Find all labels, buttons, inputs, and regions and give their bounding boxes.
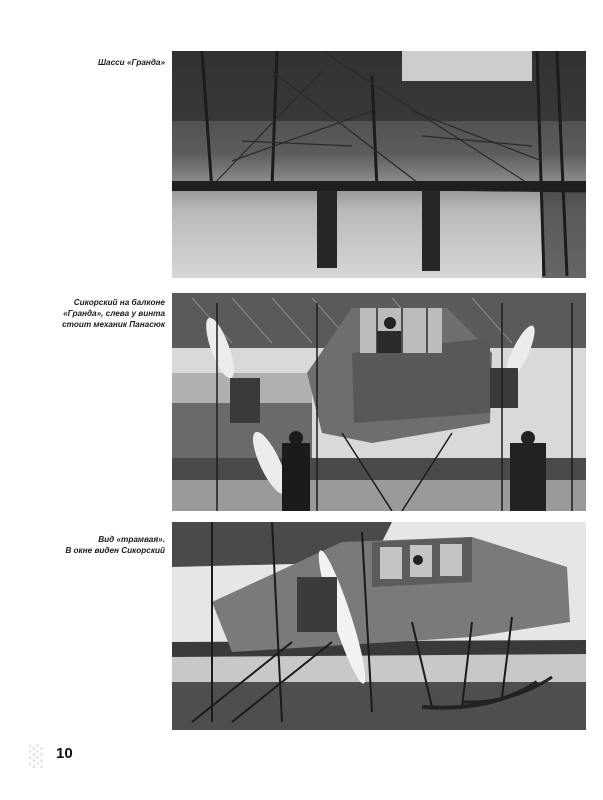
caption-balcony [62, 297, 165, 330]
corner-mark: ░ [29, 744, 45, 768]
balcony-photo-illustration [172, 293, 586, 511]
caption-chassis [98, 57, 165, 68]
caption-line: Шасси «Гранда» [98, 58, 165, 67]
photo-tram [172, 522, 586, 730]
caption-line: Сикорский на балконе [73, 298, 165, 307]
page-number: 10 [56, 745, 73, 762]
photo-balcony [172, 293, 586, 511]
caption-tram [65, 534, 165, 556]
tram-photo-illustration [172, 522, 586, 730]
caption-line: В окне виден Сикорский [65, 546, 165, 555]
caption-line: «Гранда», слева у винта [63, 309, 165, 318]
caption-line: стоит механик Панасюк [62, 320, 165, 329]
chassis-photo-illustration [172, 51, 586, 278]
photo-chassis [172, 51, 586, 278]
caption-line: Вид «трамвая». [98, 535, 165, 544]
